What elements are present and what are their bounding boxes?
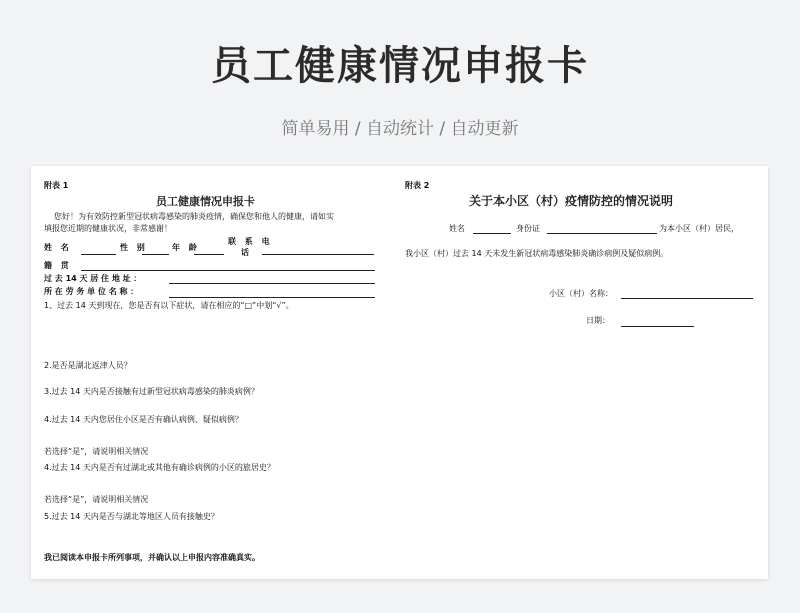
phone-label: 联 系 电 (228, 237, 273, 246)
question-5: 5.过去 14 天内是否与湖北等地区人员有接触史？ (44, 512, 219, 521)
resident-text: 为本小区（村）居民， (659, 224, 739, 233)
employer-label: 所 在 劳 务 单 位 名 称 ： (44, 287, 139, 296)
question-4b: 4.过去 14 天内是否有过湖北或其他有确诊病例的小区的旅居史？ (44, 463, 275, 472)
intro-text: 您好！为有效防控新型冠状病毒感染的肺炎疫情，确保您和他人的健康，请如实 (54, 212, 334, 221)
origin-label: 籍 贯 (44, 261, 72, 270)
date-label: 日期： (586, 316, 610, 325)
community-label: 小区（村）名称： (549, 289, 613, 298)
employer-field-line (169, 297, 375, 298)
statement-text: 我小区（村）过去 14 天未发生新冠状病毒感染肺炎确诊病例及疑似病例。 (405, 249, 669, 258)
community-field-line (621, 298, 753, 299)
document-preview (31, 166, 768, 579)
page-subtitle: 简单易用 / 自动统计 / 自动更新 (281, 119, 519, 139)
if-yes-note: 若选择“是”，请说明相关情况 (44, 495, 149, 504)
age-field-line (194, 254, 224, 255)
phone-label: 话 (241, 248, 249, 257)
gender-field-line (142, 254, 169, 255)
if-yes-note: 若选择“是”，请说明相关情况 (44, 447, 149, 456)
gender-label: 性 别 (120, 243, 148, 252)
document-title: 关于本小区（村）疫情防控的情况说明 (469, 194, 674, 208)
declaration-text: 我已阅读本申报卡所列事项，并确认以上申报内容准确真实。 (44, 553, 260, 562)
question-2: 2.是否是湖北返津人员？ (44, 361, 132, 370)
address-field-line (169, 283, 375, 284)
attachment-label: 附表 1 (44, 181, 69, 190)
id-field-line (547, 233, 657, 234)
intro-text: 填报您近期的健康状况，非常感谢！ (44, 224, 172, 233)
date-field-line (621, 326, 694, 327)
name-label: 姓 名 (44, 243, 72, 252)
id-label: 身份证 (516, 224, 540, 233)
phone-field-line (262, 254, 374, 255)
attachment-label: 附表 2 (405, 181, 430, 190)
address-label: 过 去 14 天 居 住 地 址 ： (44, 274, 142, 283)
question-4a: 4.过去 14 天内您居住小区是否有确认病例、疑似病例？ (44, 415, 243, 424)
age-label: 年 龄 (172, 243, 200, 252)
question-3: 3.过去 14 天内是否接触有过新型冠状病毒感染的肺炎病例？ (44, 387, 259, 396)
question-1: 1、过去 14 天到现在，您是否有以下症状，请在相应的“□”中划“√”。 (44, 301, 294, 310)
document-title: 员工健康情况申报卡 (156, 195, 255, 208)
page-title: 员工健康情况申报卡 (211, 43, 589, 89)
name-field-line (473, 233, 511, 234)
origin-field-line (81, 270, 375, 271)
name-field-line (81, 254, 116, 255)
name-label: 姓名 (449, 224, 465, 233)
